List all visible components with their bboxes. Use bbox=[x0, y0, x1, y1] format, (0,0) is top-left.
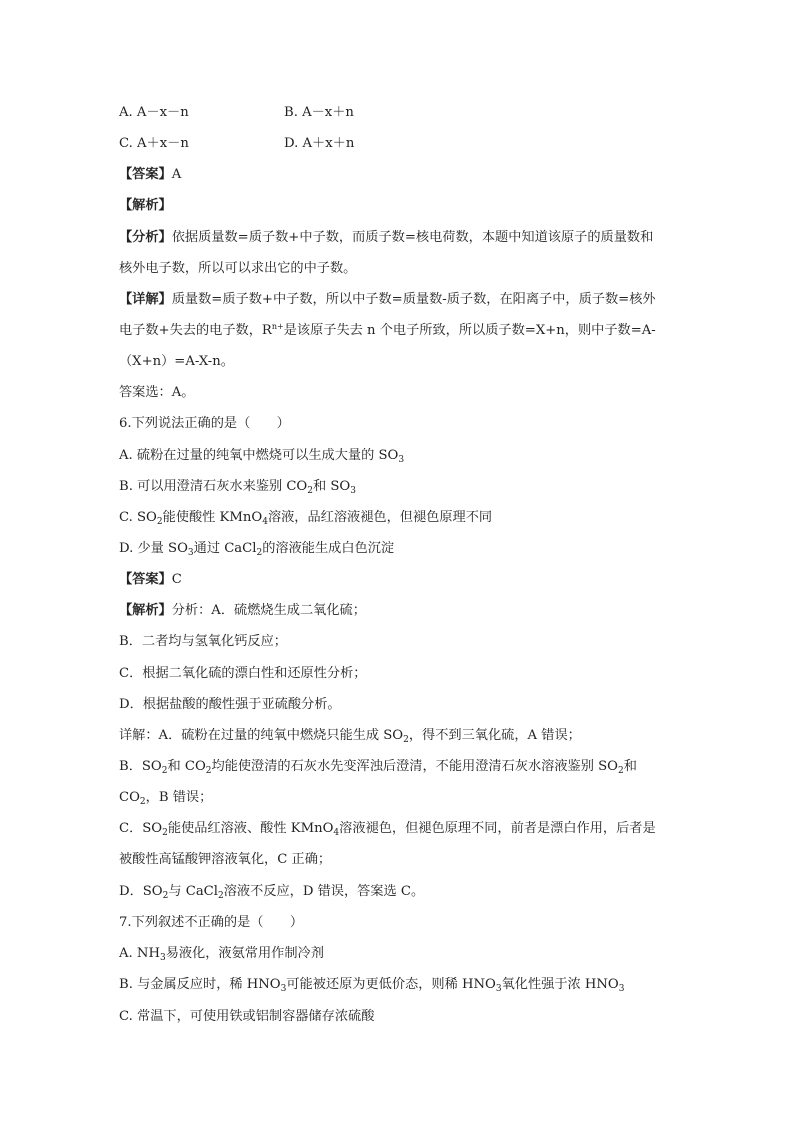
q6-stem: 6.下列说法正确的是（ ） bbox=[119, 416, 290, 431]
q5-option-b: B. A－x＋n bbox=[284, 105, 354, 120]
text-segment: ，得不到三氧化硫，A 错误； bbox=[408, 728, 581, 743]
subscript: 3 bbox=[187, 548, 194, 558]
text-segment: 是该原子失去 n 个电子所致，所以质子数=X+n，则中子数=A- bbox=[283, 323, 656, 338]
q5-option-d: D. A＋x＋n bbox=[284, 136, 355, 151]
subscript: 2 bbox=[403, 735, 409, 745]
text-segment: B．SO bbox=[119, 759, 162, 774]
text-segment: ，B 错误； bbox=[145, 790, 213, 805]
subscript: 2 bbox=[205, 766, 212, 776]
q6-option-b bbox=[119, 477, 356, 497]
subscript: 2 bbox=[617, 766, 624, 776]
q5-analysis-tag: 【解析】 bbox=[119, 198, 172, 213]
xiangjie-tag: 【详解】 bbox=[119, 292, 172, 307]
q5-option-c: C. A＋x－n bbox=[119, 136, 189, 151]
q5-xiangjie-line2 bbox=[119, 321, 656, 341]
q6-option-a bbox=[119, 446, 404, 466]
q5-fenxi-line1 bbox=[119, 228, 653, 248]
text-segment: 能使品红溶液、酸性 KMnO bbox=[167, 821, 334, 836]
text-segment: D. 少量 SO bbox=[119, 541, 188, 556]
text-segment: 易液化，液氨常用作制冷剂 bbox=[165, 946, 324, 961]
q5-xiangjie-line3: （X+n）=A-X-n。 bbox=[119, 354, 234, 369]
text-segment: 溶液，品红溶液褪色，但褪色原理不同 bbox=[267, 510, 493, 525]
text-segment: 和 SO bbox=[312, 479, 351, 494]
text-segment: C. SO bbox=[119, 510, 157, 525]
text-segment: D．SO bbox=[119, 884, 163, 899]
q6-detail-a bbox=[119, 726, 581, 746]
answer-tag: 【答案】 bbox=[119, 167, 172, 182]
q6-analysis-b: B．二者均与氢氧化钙反应； bbox=[119, 634, 287, 649]
q6-option-c bbox=[119, 508, 492, 528]
q6-analysis-d: D．根据盐酸的酸性强于亚硫酸分析。 bbox=[119, 697, 341, 712]
text-segment: 详解：A．硫粉在过量的纯氧中燃烧只能生成 SO bbox=[119, 728, 404, 743]
fenxi-tag: 【分析】 bbox=[119, 230, 172, 245]
text-segment: 通过 CaCl bbox=[193, 541, 257, 556]
q6-detail-b-line1 bbox=[119, 757, 637, 777]
text-segment: CO bbox=[119, 790, 140, 805]
text-segment: 可能被还原为更低价态，则稀 HNO bbox=[286, 977, 496, 992]
text-segment: C．SO bbox=[119, 821, 163, 836]
subscript: 3 bbox=[350, 486, 356, 496]
text-segment: 溶液褪色，但褪色原理不同，前者是漂白作用，后者是 bbox=[339, 821, 656, 836]
subscript: 2 bbox=[162, 828, 168, 838]
subscript: 2 bbox=[217, 891, 224, 901]
analysis-tag: 【解析】 bbox=[119, 603, 172, 618]
subscript: 3 bbox=[618, 984, 625, 994]
subscript: 2 bbox=[156, 517, 163, 527]
q5-select: 答案选：A。 bbox=[119, 385, 195, 400]
text-segment: 分析：A．硫燃烧生成二氧化硫； bbox=[171, 603, 366, 618]
q6-analysis-a bbox=[119, 601, 366, 621]
q5-answer-line bbox=[119, 165, 181, 185]
subscript: 2 bbox=[256, 548, 263, 558]
answer-value: C bbox=[171, 572, 182, 587]
q6-detail-b-line2 bbox=[119, 788, 212, 808]
text-segment: 氧化性强于浓 HNO bbox=[501, 977, 619, 992]
q6-analysis-c: C．根据二氧化硫的漂白性和还原性分析； bbox=[119, 666, 367, 681]
q6-detail-d bbox=[119, 882, 424, 902]
text-segment: B. 与金属反应时，稀 HNO bbox=[119, 977, 281, 992]
q5-xiangjie-line1 bbox=[119, 290, 656, 310]
q7-stem: 7.下列叙述不正确的是（ ） bbox=[119, 915, 304, 930]
subscript: 4 bbox=[262, 517, 268, 527]
text-segment: A. NH bbox=[119, 946, 160, 961]
q6-detail-c-line2: 被酸性高锰酸钾溶液氧化，C 正确； bbox=[119, 852, 332, 867]
fenxi-text: 依据质量数=质子数+中子数，而质子数=核电荷数，本题中知道该原子的质量数和 bbox=[171, 230, 654, 245]
subscript: 2 bbox=[139, 797, 146, 807]
text-segment: 与 CaCl bbox=[168, 884, 218, 899]
subscript: 2 bbox=[161, 766, 168, 776]
answer-tag: 【答案】 bbox=[119, 572, 172, 587]
subscript: 2 bbox=[307, 486, 313, 496]
q7-option-c: C. 常温下，可使用铁或铝制容器储存浓硫酸 bbox=[119, 1009, 375, 1024]
q6-answer-line bbox=[119, 570, 182, 590]
text-segment: 的溶液能生成白色沉淀 bbox=[262, 541, 395, 556]
q5-option-a: A. A－x－n bbox=[119, 105, 189, 120]
text-segment: 和 bbox=[623, 759, 637, 774]
subscript: 3 bbox=[159, 953, 166, 963]
superscript: n+ bbox=[271, 322, 284, 331]
text-segment: 和 CO bbox=[167, 759, 206, 774]
q7-option-a bbox=[119, 944, 324, 964]
text-segment: 溶液不反应，D 错误，答案选 C。 bbox=[223, 884, 425, 899]
subscript: 3 bbox=[398, 455, 405, 465]
xiangjie-text: 质量数=质子数+中子数，所以中子数=质量数-质子数，在阳离子中，质子数=核外 bbox=[171, 292, 656, 307]
q6-detail-c-line1 bbox=[119, 819, 656, 839]
subscript: 2 bbox=[162, 891, 169, 901]
q6-option-d bbox=[119, 539, 394, 559]
subscript: 3 bbox=[495, 984, 502, 994]
subscript: 4 bbox=[333, 828, 340, 838]
text-segment: B. 可以用澄清石灰水来鉴别 CO bbox=[119, 479, 308, 494]
text-segment: 均能使澄清的石灰水先变浑浊后澄清，不能用澄清石灰水溶液鉴别 SO bbox=[211, 759, 618, 774]
q5-fenxi-line2: 核外电子数，所以可以求出它的中子数。 bbox=[119, 261, 357, 276]
subscript: 3 bbox=[280, 984, 287, 994]
text-segment: 电子数+失去的电子数，R bbox=[119, 323, 272, 338]
text-segment: 能使酸性 KMnO bbox=[162, 510, 263, 525]
answer-value: A bbox=[171, 167, 182, 182]
q7-option-b bbox=[119, 975, 624, 995]
text-segment: A. 硫粉在过量的纯氧中燃烧可以生成大量的 SO bbox=[119, 448, 399, 463]
